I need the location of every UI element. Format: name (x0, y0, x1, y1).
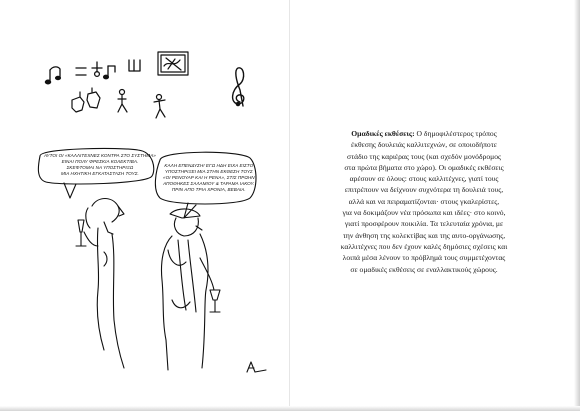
bubble-woman-line: ΕΙΝΑΙ ΠΟΛΥ ΦΡΕΣΚΙΑ ΚΟΛΕΚΤΙΒΑ. (61, 159, 139, 165)
pointing-hand-icon (72, 92, 84, 112)
man-figure (161, 209, 220, 370)
article-line: αλλά και να πειραματίζονται· στους γκαλερίστες, (348, 196, 500, 206)
dash-symbol-icon (76, 68, 86, 75)
bubble-man-line: «ΟΙ ΡΕΝΟΥΑΡ ΚΑΙ Η ΡΕΝΑ», ΣΤΙΣ ΠΡΩΗΝ (163, 175, 255, 181)
hand-gesture-icon (87, 88, 100, 108)
bubble-man-line: ΥΠΟΣΤΗΡΙΞΕΙ ΜΙΑ ΣΤΗΝ ΕΚΘΕΣΗ ΤΟΥΣ (164, 169, 253, 175)
article-line: γιατί προσφέρουν ποικιλία. Τα τελευταία χρόνια, με (344, 219, 504, 229)
article-line-first (331, 128, 517, 139)
bubble-man-line: ΚΑΛΗ ΕΠΕΝΔΥΣΗ! ΕΓΩ ΗΔΗ ΕΙΧΑ ΕΙΣΤΟ (164, 163, 254, 168)
article-line: καλλιτέχνες που δεν έχουν καλές δημόσιες σχέσεις και (340, 241, 508, 251)
article-body (331, 128, 517, 275)
bubble-man-line: ΑΠΟΘΗΚΕΣ ΣΑΛΑΜΙΟΥ & ΤΑΡΑΜΑ ΙΑΚΟΥ. (163, 181, 255, 187)
page-edge-shadow (574, 0, 580, 411)
article-line: σε ομαδικές εκθέσεις σε εναλλακτικούς χώρους. (350, 264, 498, 274)
signature-mark (247, 362, 266, 372)
dancing-figure-icon (154, 95, 165, 119)
article-line: για να δοκιμάζουν νέα πρόσωπα και ιδέες· στο κοινό, (342, 208, 506, 218)
note-symbol-icon (92, 62, 102, 76)
bubble-woman-line: ΜΙΑ ΗΧΗΤΙΚΗ ΕΓΚΑΤΑΣΤΑΣΗ ΤΟΥΣ. (61, 171, 139, 177)
article-line: στα πρώτα βήματα στο χώρο). Οι ομαδικές εκθέσεις (344, 162, 504, 172)
article-line: αρέσουν σε όλους: στους καλλιτέχνες, γιατί τους (349, 174, 499, 184)
bracket-symbol-icon (129, 60, 140, 71)
article-line: Ο δημοφιλέστερος τρόπος (414, 129, 497, 138)
article-line: την άνθηση της κολεκτίβας και της αυτο-οργάνωσης, (342, 230, 506, 240)
article-line: επιτρέπουν να δείχνουν συχνότερα τη δουλειά τους, (344, 185, 504, 195)
music-notes-icon (45, 67, 60, 84)
bubble-woman-text (44, 153, 156, 177)
treble-clef-icon (233, 68, 244, 106)
article-line: στάδιο της καριέρας τους (και σχεδόν μονόδρομος (346, 151, 502, 161)
article-line: λοιπά μέσα λένουν το πρόβλημά τους συμμετέχοντας (342, 253, 506, 263)
walking-figure-icon (118, 90, 127, 113)
framed-painting-icon (158, 52, 188, 75)
bubble-woman-line: ΑΥΤΟΙ ΟΙ «ΚΑΛΛΙΤΕΧΝΕΣ ΚΟΝΤΡΑ ΣΤΟ ΣΥΣΤΗΜΑ» (44, 153, 156, 158)
bubble-man-line: ΠΡΙΝ ΑΠΟ ΤΡΙΑ ΧΡΟΝΙΑ, ΒΕΒΑΙΑ. (171, 187, 246, 193)
bubble-man-text (163, 163, 255, 193)
bubble-woman-line: ΣΚΕΦΤΟΜΑΙ ΝΑ ΥΠΟΣΤΗΡΙΞΩ (66, 165, 134, 171)
eighth-note-icon (104, 66, 115, 79)
article-heading: Ομαδικές εκθέσεις: (351, 129, 415, 138)
woman-figure (76, 199, 124, 369)
article-line: έκθεσης δουλειάς καλλιτεχνών, σε οποιοδήποτε (351, 140, 497, 150)
